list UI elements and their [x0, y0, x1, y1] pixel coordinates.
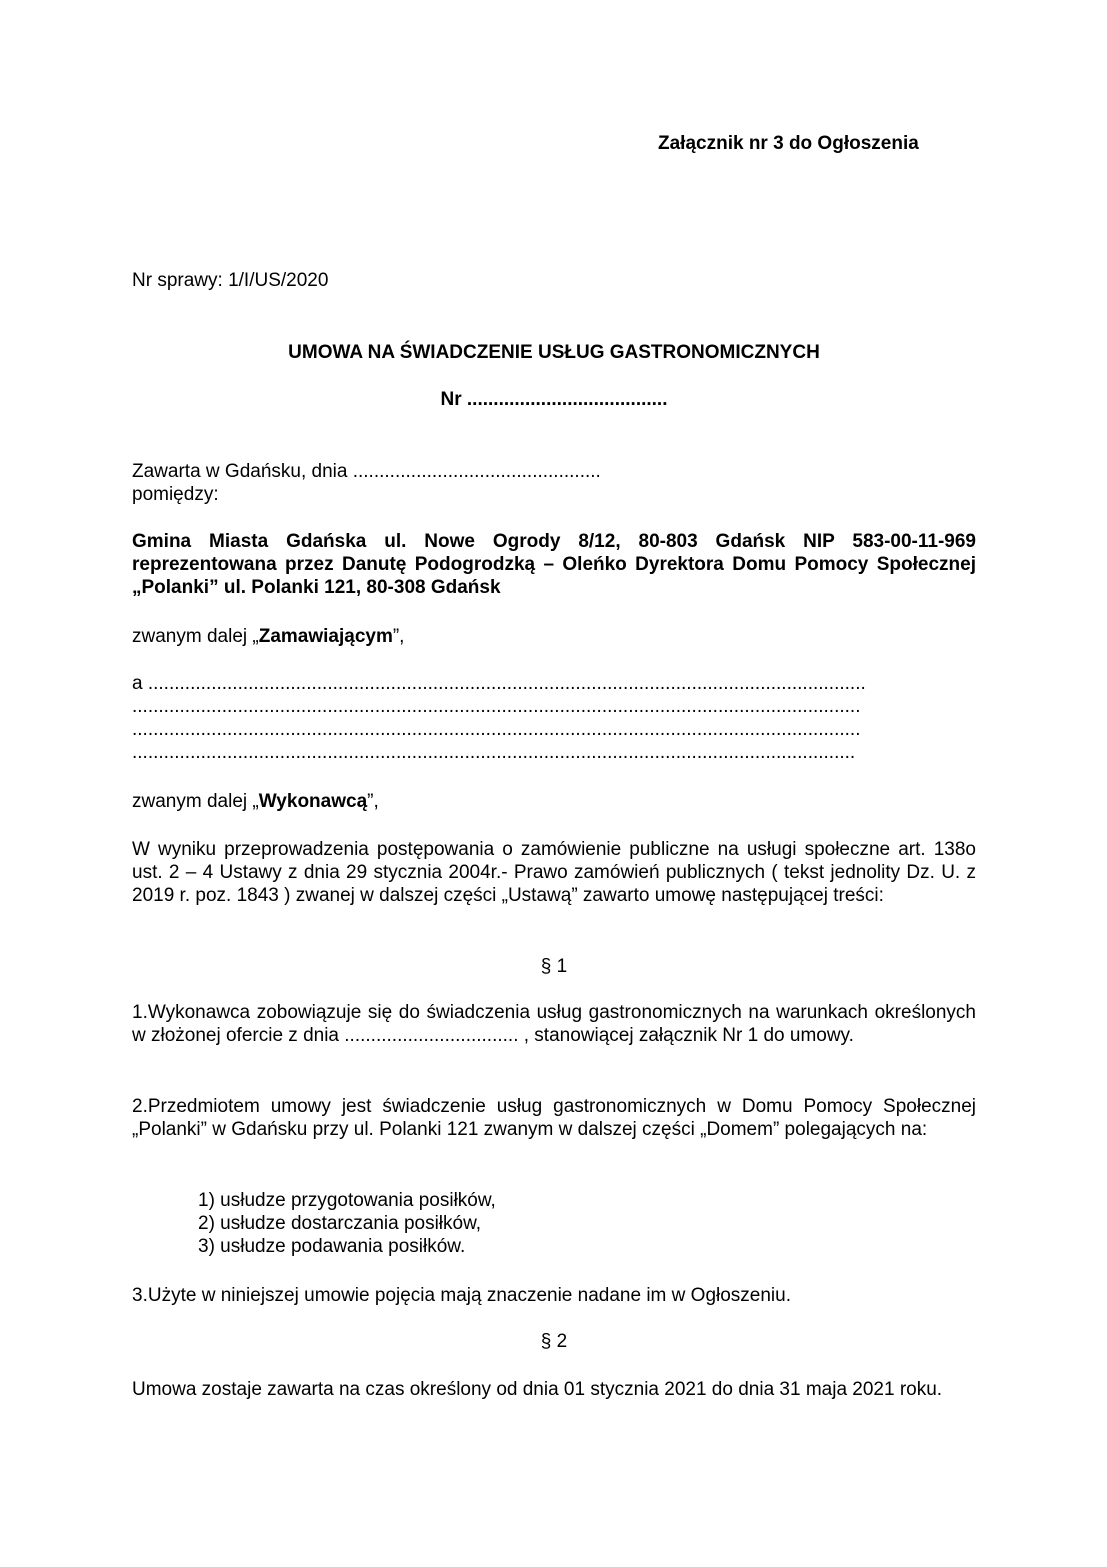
list-item: 3) usłudze podawania posiłków.: [198, 1236, 466, 1257]
list-item: 1) usłudze przygotowania posiłków,: [198, 1190, 496, 1211]
concluded-place-date: Zawarta w Gdańsku, dnia ...............................................: [132, 461, 601, 482]
contractor-line-3: ..........................................................................................................................................: [132, 719, 861, 740]
ordering-party-called: zwanym dalej „Zamawiającym”,: [132, 626, 405, 647]
ordering-party-name: Zamawiającym: [258, 626, 393, 647]
section-1-paragraph-1: 1.Wykonawca zobowiązuje się do świadczenia usług gastronomicznych na warunkach określonych w złożonej ofercie z dnia ................................. , stanowiącej załącznik Nr 1 do umowy.: [132, 1002, 976, 1046]
contractor-line-1: a ........................................................................................................................................: [132, 673, 866, 694]
ordering-party: Gmina Miasta Gdańska ul. Nowe Ogrody 8/12, 80-803 Gdańsk NIP 583-00-11-969 reprezentowana przez Danutę Podogrodzką – Oleńko Dyrektora Domu Pomocy Społecznej „Polanki” ul. Polanki 121, 80-308 Gdańsk: [132, 531, 976, 598]
section-1-paragraph-3: 3.Użyte w niniejszej umowie pojęcia mają znaczenie nadane im w Ogłoszeniu.: [132, 1285, 791, 1306]
preamble: W wyniku przeprowadzenia postępowania o zamówienie publiczne na usługi społeczne art. 138o ust. 2 – 4 Ustawy z dnia 29 stycznia 2004r.- Prawo zamówień publicznych ( tekst jednolity Dz. U. z 2019 r. poz. 1843 ) zwanej w dalszej części „Ustawą” zawarto umowę następującej treści:: [132, 839, 976, 906]
service-list: [198, 1189, 898, 1258]
section-1-paragraph-2: 2.Przedmiotem umowy jest świadczenie usług gastronomicznych w Domu Pomocy Społecznej „Polanki” w Gdańsku przy ul. Polanki 121 zwanym w dalszej części „Domem” polegających na:: [132, 1096, 976, 1140]
case-number: Nr sprawy: 1/I/US/2020: [132, 270, 329, 291]
contractor-called: zwanym dalej „Wykonawcą”,: [132, 791, 379, 812]
contractor-dots-block: [132, 672, 976, 764]
section-2-paragraph-1: Umowa zostaje zawarta na czas określony od dnia 01 stycznia 2021 do dnia 31 maja 2021 roku.: [132, 1379, 943, 1400]
contract-title: UMOWA NA ŚWIADCZENIE USŁUG GASTRONOMICZNYCH: [288, 342, 820, 363]
contractor-name: Wykonawcą: [258, 791, 368, 812]
contract-number: Nr ......................................: [440, 389, 668, 410]
section-2-heading: § 2: [540, 1331, 568, 1352]
concluded-block: [132, 460, 976, 506]
contractor-line-2: ..........................................................................................................................................: [132, 696, 861, 717]
concluded-between: pomiędzy:: [132, 484, 219, 505]
contractor-line-4: .........................................................................................................................................: [132, 742, 856, 763]
section-1-heading: § 1: [540, 956, 568, 977]
attachment-label: Załącznik nr 3 do Ogłoszenia: [658, 133, 919, 154]
list-item: 2) usłudze dostarczania posiłków,: [198, 1213, 482, 1234]
